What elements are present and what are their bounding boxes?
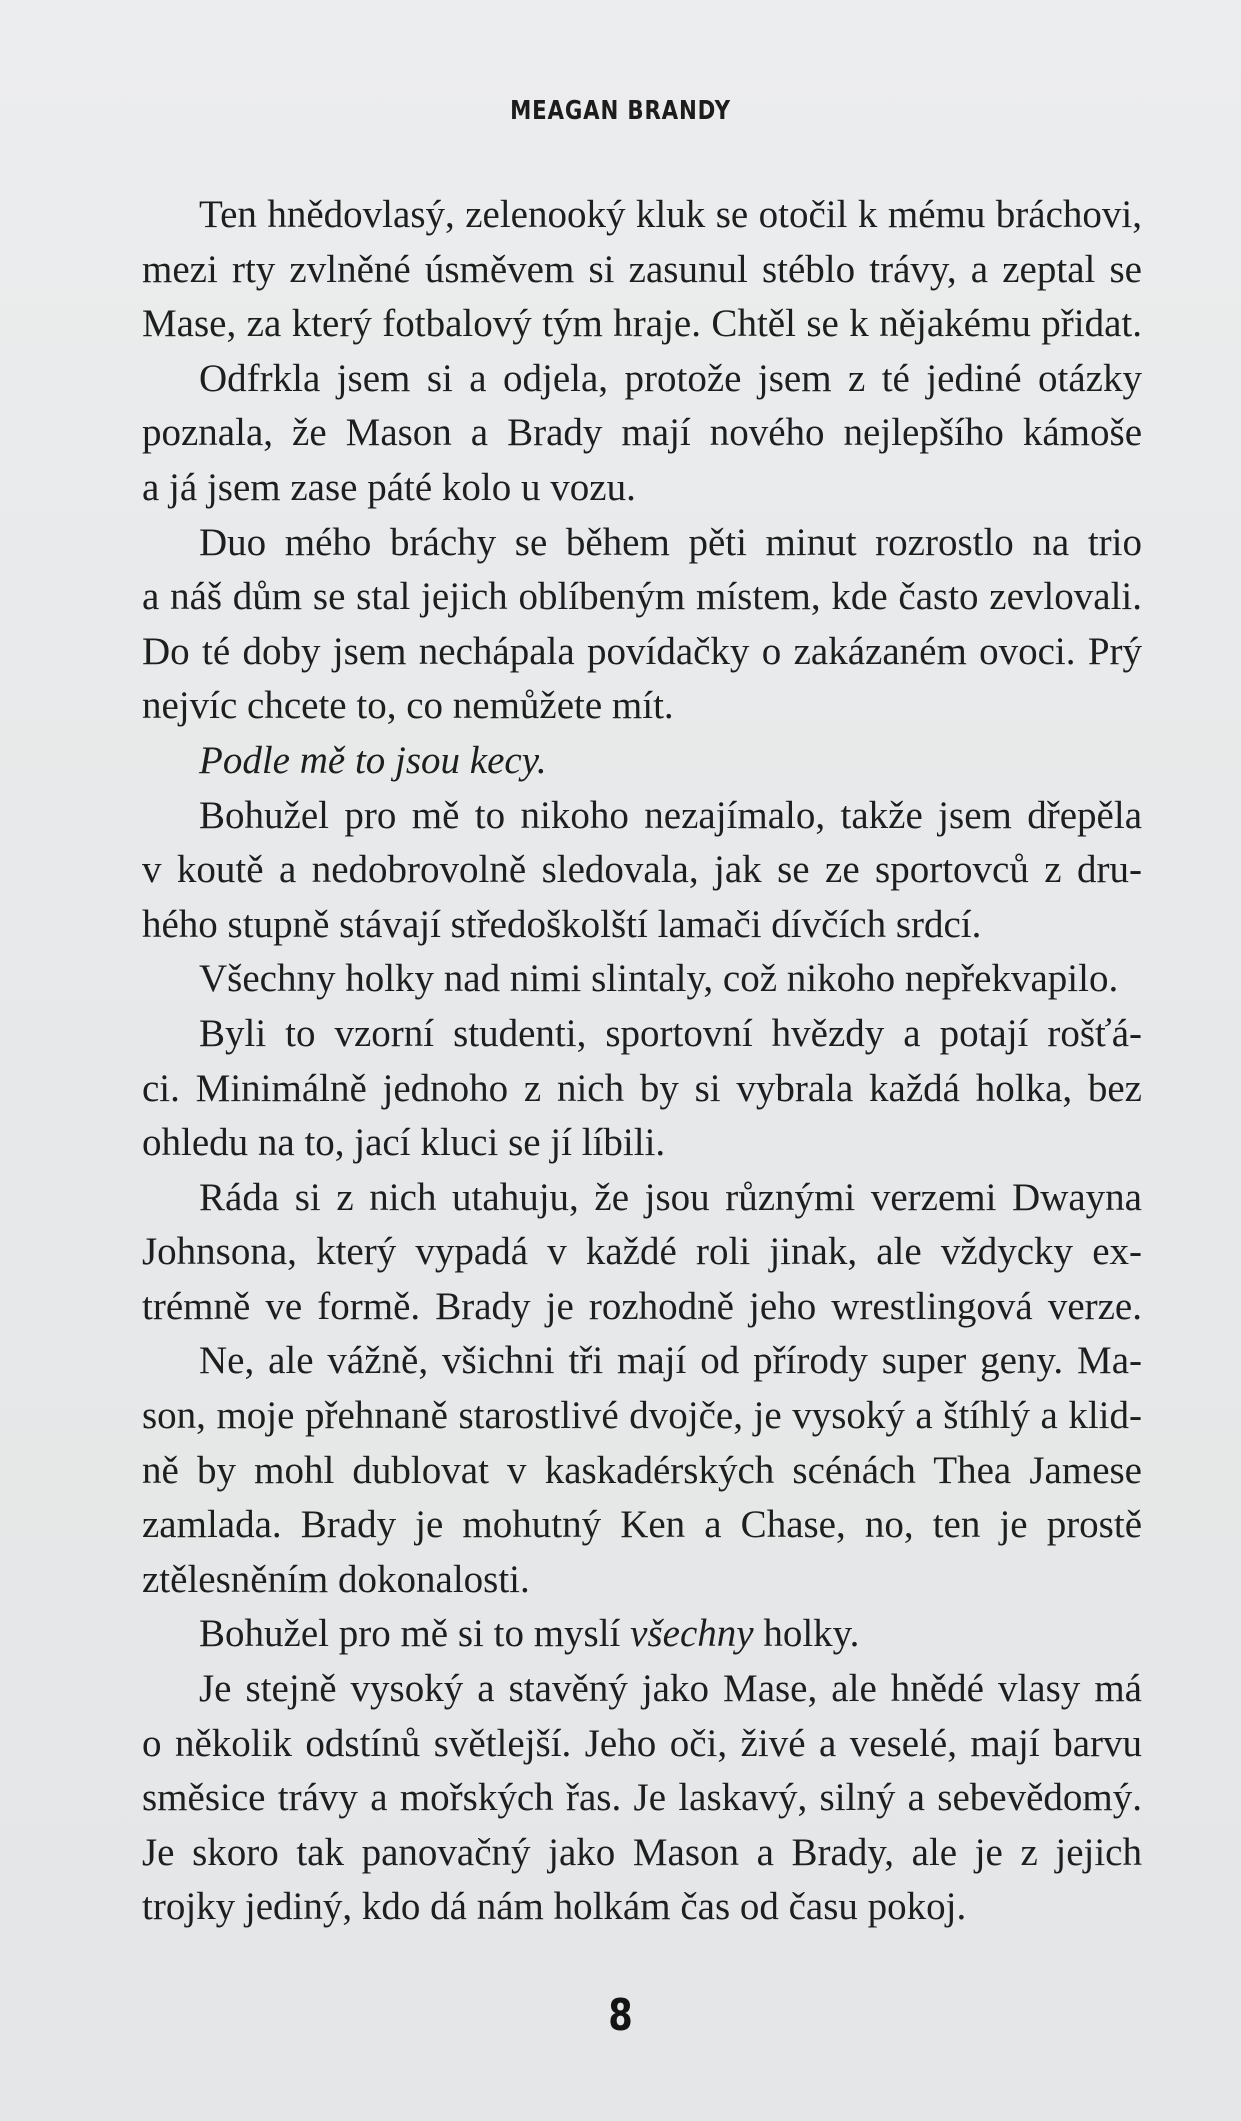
text-line: ně by mohl dublovat v kaskadérských scénách Thea Jamese [142, 1448, 1142, 1492]
text-line [142, 1607, 1142, 1662]
text-line: hého stupně stávají středoškolští lamači dívčích srdcí. [142, 902, 982, 946]
text-line: poznala, že Mason a Brady mají nového nejlepšího kámoše [142, 411, 1142, 455]
text-line: mezi rty zvlněné úsměvem si zasunul stéblo trávy, a zeptal se [142, 247, 1142, 291]
text-line: son, moje přehnaně starostlivé dvojče, je vysoký a štíhlý a klid- [142, 1394, 1142, 1438]
emphasis-text: všechny [630, 1612, 754, 1656]
text-line: trémně ve formě. Brady je rozhodně jeho wrestlingová verze. [142, 1284, 1142, 1328]
paragraph [142, 1334, 1142, 1607]
text-line: a já jsem zase páté kolo u vozu. [142, 465, 636, 509]
paragraph [142, 1171, 1142, 1335]
text-line: Do té doby jsem nechápala povídačky o zakázaném ovoci. Prý [142, 629, 1142, 673]
text-line: Byli to vzorní studenti, sportovní hvězdy a potají rošťá- [199, 1011, 1142, 1055]
text-segment: Bohužel pro mě si to myslí [199, 1612, 631, 1656]
text-line: a náš dům se stal jejich oblíbeným místem, kde často zevlovali. [142, 575, 1142, 619]
page-number: 8 [608, 1990, 633, 2041]
text-line: ohledu na to, jací kluci se jí líbili. [142, 1121, 666, 1165]
text-line: směsice trávy a mořských řas. Je laskavý, silný a sebevědomý. [142, 1776, 1142, 1820]
text-line: v koutě a nedobrovolně sledovala, jak se ze sportovců z dru- [142, 848, 1142, 892]
paragraph-mixed [142, 1607, 1142, 1662]
text-line: Odfrkla jsem si a odjela, protože jsem z té jediné otázky [199, 356, 1142, 400]
paragraph [142, 188, 1142, 352]
text-line: Všechny holky nad nimi slintaly, což nikoho nepřekvapilo. [199, 957, 1119, 1001]
text-segment: holky. [753, 1612, 860, 1656]
text-line: ci. Minimálně jednoho z nich by si vybrala každá holka, bez [142, 1066, 1142, 1110]
paragraph [142, 1007, 1142, 1171]
text-line: Je skoro tak panovačný jako Mason a Brady, ale je z jejich [142, 1830, 1142, 1874]
paragraph [142, 352, 1142, 516]
text-line: Ne, ale vážně, všichni tři mají od přírody super geny. Ma- [199, 1339, 1142, 1383]
running-head: MEAGAN BRANDY [510, 96, 731, 126]
text-line: ztělesněním dokonalosti. [142, 1557, 530, 1601]
text-line: o několik odstínů světlejší. Jeho oči, živé a veselé, mají barvu [142, 1721, 1142, 1765]
paragraph-italic [142, 734, 1142, 789]
paragraph [142, 789, 1142, 953]
text-line: Johnsona, který vypadá v každé roli jinak, ale vždycky ex- [142, 1230, 1142, 1274]
paragraph [142, 952, 1142, 1007]
text-line: zamlada. Brady je mohutný Ken a Chase, no, ten je prostě [142, 1503, 1142, 1547]
paragraph [142, 1662, 1142, 1935]
text-line: nejvíc chcete to, co nemůžete mít. [142, 684, 674, 728]
paragraph [142, 516, 1142, 734]
text-line: trojky jediný, kdo dá nám holkám čas od času pokoj. [142, 1885, 967, 1929]
text-line: Je stejně vysoký a stavěný jako Mase, ale hnědé vlasy má [199, 1667, 1142, 1711]
body-text [142, 188, 1142, 1935]
text-line: Ten hnědovlasý, zelenooký kluk se otočil k mému bráchovi, [199, 193, 1142, 236]
text-line: Ráda si z nich utahuju, že jsou různými verzemi Dwayna [199, 1175, 1142, 1219]
text-line: Podle mě to jsou kecy. [199, 738, 547, 782]
text-line: Mase, za který fotbalový tým hraje. Chtěl se k nějakému přidat. [142, 302, 1142, 346]
text-line: Duo mého bráchy se během pěti minut rozrostlo na trio [199, 520, 1142, 564]
text-line: Bohužel pro mě to nikoho nezajímalo, takže jsem dřepěla [199, 793, 1142, 837]
